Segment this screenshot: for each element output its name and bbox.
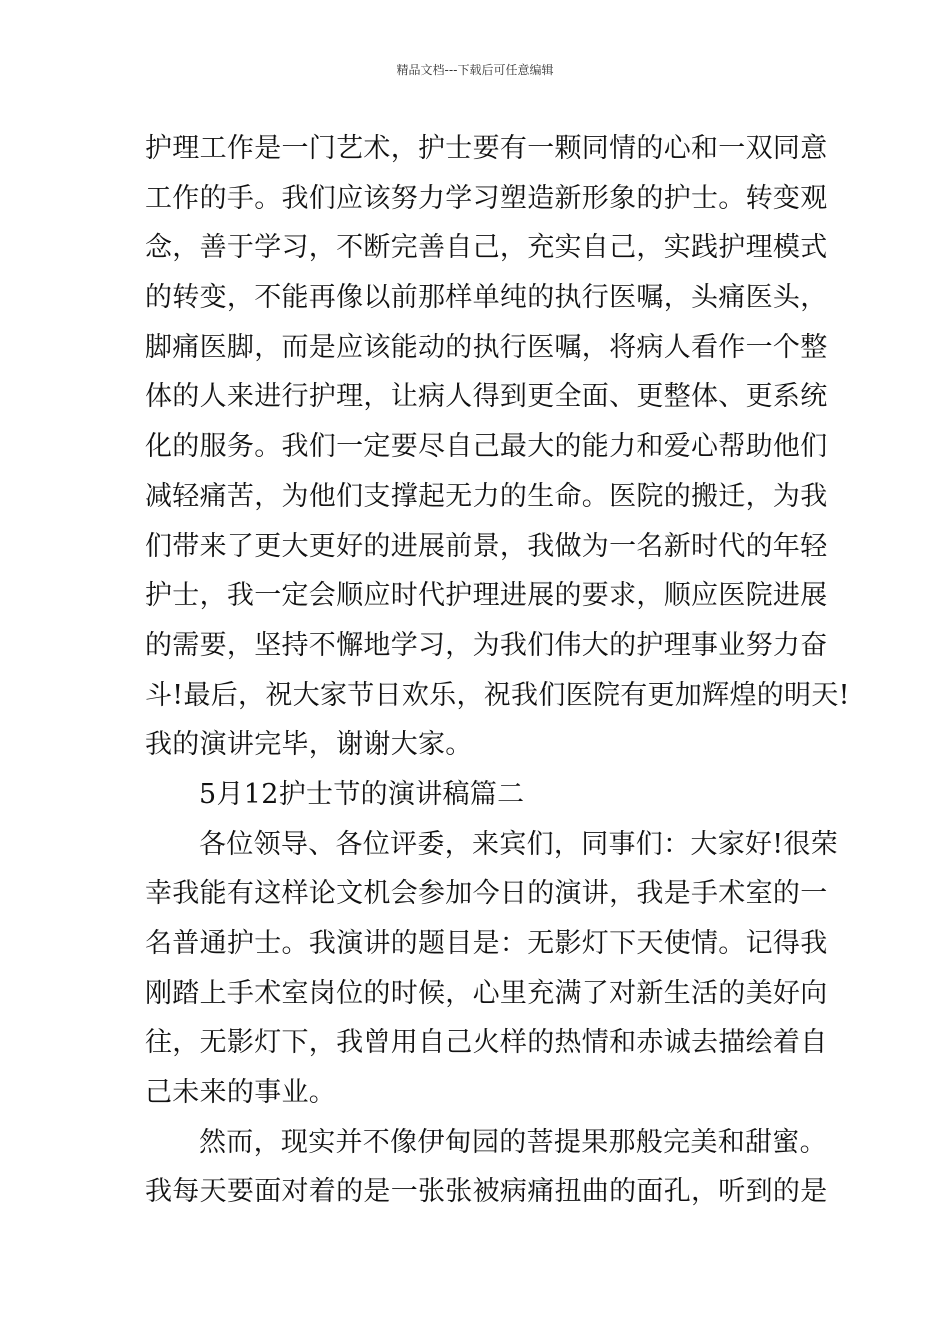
text-line: 己未来的事业。 xyxy=(145,1077,337,1109)
text-line: 的转变，不能再像以前那样单纯的执行医嘱，头痛医头， xyxy=(145,282,828,314)
text-line: 刚踏上手术室岗位的时候，心里充满了对新生活的美好向 xyxy=(145,977,828,1009)
text-line: 减轻痛苦，为他们支撑起无力的生命。医院的搬迁，为我 xyxy=(145,480,828,512)
text-line: 然而，现实并不像伊甸园的菩提果那般完美和甜蜜。 xyxy=(199,1126,827,1158)
text-line: 各位领导、各位评委，来宾们，同事们：大家好!很荣 xyxy=(199,828,839,860)
text-line: 护理工作是一门艺术，护士要有一颗同情的心和一双同意 xyxy=(145,133,828,164)
document-body xyxy=(145,124,850,1217)
text-line: 化的服务。我们一定要尽自己最大的能力和爱心帮助他们 xyxy=(145,431,828,463)
text-line: 的需要，坚持不懈地学习，为我们伟大的护理事业努力奋 xyxy=(145,629,828,661)
text-line: 工作的手。我们应该努力学习塑造新形象的护士。转变观 xyxy=(145,182,828,214)
page-header: 精品文档---下载后可任意编辑 xyxy=(396,63,554,77)
text-line: 念，善于学习，不断完善自己，充实自己，实践护理模式 xyxy=(145,232,828,264)
section-title: 5月12护士节的演讲稿篇二 xyxy=(199,778,525,810)
text-line: 体的人来进行护理，让病人得到更全面、更整体、更系统 xyxy=(145,381,828,413)
text-line: 斗!最后，祝大家节日欢乐，祝我们医院有更加辉煌的明天! xyxy=(145,679,850,711)
text-line: 往，无影灯下，我曾用自己火样的热情和赤诚去描绘着自 xyxy=(145,1027,828,1059)
text-line: 我的演讲完毕，谢谢大家。 xyxy=(145,729,473,761)
text-line: 护士，我一定会顺应时代护理进展的要求，顺应医院进展 xyxy=(145,580,828,612)
text-line: 我每天要面对着的是一张张被病痛扭曲的面孔，听到的是 xyxy=(145,1176,828,1208)
text-line: 幸我能有这样论文机会参加今日的演讲，我是手术室的一 xyxy=(145,878,828,910)
text-line: 们带来了更大更好的进展前景，我做为一名新时代的年轻 xyxy=(145,530,828,562)
text-line: 脚痛医脚，而是应该能动的执行医嘱，将病人看作一个整 xyxy=(145,331,828,363)
text-line: 名普通护士。我演讲的题目是：无影灯下天使情。记得我 xyxy=(145,928,828,959)
